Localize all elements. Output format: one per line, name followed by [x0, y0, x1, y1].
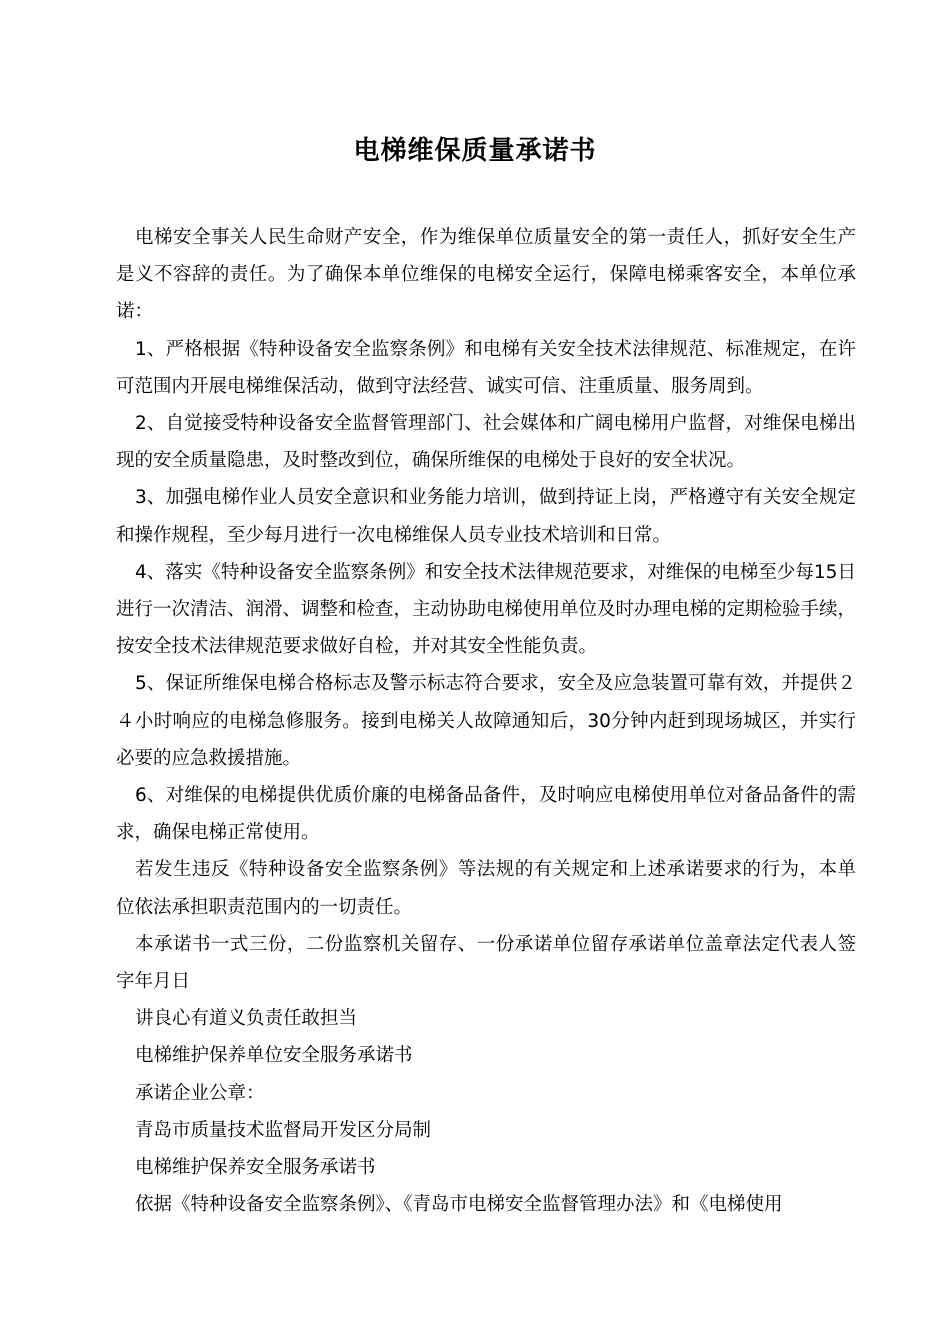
document-title: 电梯维保质量承诺书 [353, 136, 597, 166]
paragraph-item-1: 1、严格根据《特种设备安全监察条例》和电梯有关安全技术法律规范、标准规定，在许可范围内开展电梯维保活动，做到守法经营、诚实可信、注重质量、服务周到。 [116, 338, 856, 397]
seal-label: 承诺企业公章： [135, 1082, 265, 1104]
paragraph-intro: 电梯安全事关人民生命财产安全，作为维保单位质量安全的第一责任人，抓好安全生产是义不容辞的责任。为了确保本单位维保的电梯安全运行，保障电梯乘客安全，本单位承诺： [116, 227, 856, 323]
basis-line: 依据《特种设备安全监察条例》、《青岛市电梯安全监督管理办法》和《电梯使用 [135, 1194, 783, 1216]
paragraph-violation: 若发生违反《特种设备安全监察条例》等法规的有关规定和上述承诺要求的行为，本单位依法承担职责范围内的一切责任。 [116, 859, 856, 918]
subtitle-line: 电梯维护保养单位安全服务承诺书 [135, 1045, 413, 1067]
document-body [116, 219, 856, 1223]
section-heading: 电梯维护保养安全服务承诺书 [135, 1157, 376, 1179]
paragraph-item-3: 3、加强电梯作业人员安全意识和业务能力培训，做到持证上岗，严格遵守有关安全规定和操作规程，至少每月进行一次电梯维保人员专业技术培训和日常。 [116, 487, 856, 546]
paragraph-item-2: 2、自觉接受特种设备安全监督管理部门、社会媒体和广阔电梯用户监督，对维保电梯出现的安全质量隐患，及时整改到位，确保所维保的电梯处于良好的安全状况。 [116, 413, 856, 472]
paragraph-item-6: 6、对维保的电梯提供优质价廉的电梯备品备件，及时响应电梯使用单位对备品备件的需求，确保电梯正常使用。 [116, 785, 856, 844]
issuer-line: 青岛市质量技术监督局开发区分局制 [135, 1119, 432, 1141]
paragraph-copies: 本承诺书一式三份，二份监察机关留存、一份承诺单位留存承诺单位盖章法定代表人签字年月日 [116, 933, 856, 993]
slogan-line: 讲良心有道义负责任敢担当 [135, 1008, 358, 1030]
paragraph-item-4: 4、落实《特种设备安全监察条例》和安全技术法律规范要求，对维保的电梯至少每15日进行一次清洁、润滑、调整和检查，主动协助电梯使用单位及时办理电梯的定期检验手续，按安全技术法律规范要求做好自检，并对其安全性能负责。 [116, 561, 857, 658]
paragraph-item-5: 5、保证所维保电梯合格标志及警示标志符合要求，安全及应急装置可靠有效，并提供２４小时响应的电梯急修服务。接到电梯关人故障通知后，30分钟内赶到现场城区，并实行必要的应急救援措施。 [116, 673, 856, 769]
